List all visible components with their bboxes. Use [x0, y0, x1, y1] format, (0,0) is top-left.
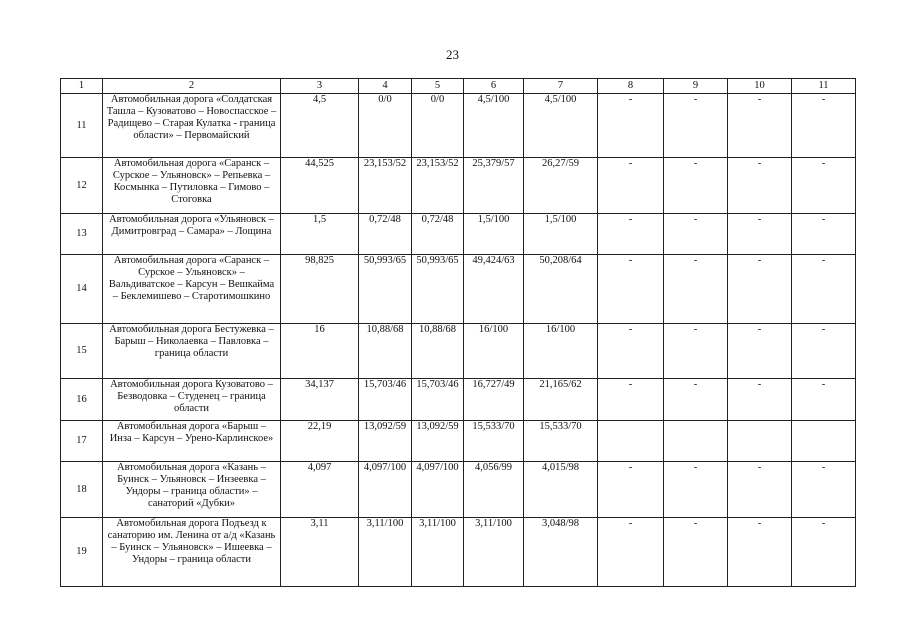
cell-col-8: -: [598, 214, 664, 255]
cell-col-11: -: [792, 462, 856, 518]
cell-col-5: 50,993/65: [412, 255, 464, 324]
cell-col-9: -: [664, 255, 728, 324]
table-row: [61, 421, 856, 462]
cell-col-7: 4,015/98: [524, 462, 598, 518]
cell-col-8: -: [598, 158, 664, 214]
header-cell: 3: [281, 79, 359, 94]
cell-col-10: -: [728, 214, 792, 255]
cell-col-6: 4,5/100: [464, 94, 524, 158]
cell-col-11: -: [792, 518, 856, 587]
cell-col-6: 25,379/57: [464, 158, 524, 214]
cell-col-3: 34,137: [281, 379, 359, 421]
road-name: Автомобильная дорога «Барыш – Инза – Карсун – Урено-Карлинское»: [103, 421, 281, 462]
cell-col-8: -: [598, 324, 664, 379]
cell-col-9: -: [664, 518, 728, 587]
cell-col-5: 23,153/52: [412, 158, 464, 214]
cell-col-4: 3,11/100: [359, 518, 412, 587]
cell-col-5: 10,88/68: [412, 324, 464, 379]
cell-col-3: 4,5: [281, 94, 359, 158]
cell-col-9: [664, 421, 728, 462]
road-name: Автомобильная дорога Кузоватово – Безводовка – Студенец – граница области: [103, 379, 281, 421]
road-name: Автомобильная дорога «Казань – Буинск – Ульяновск – Инзеевка – Ундоры – граница области» – санаторий «Дубки»: [103, 462, 281, 518]
cell-col-7: 3,048/98: [524, 518, 598, 587]
roads-table: [60, 78, 856, 587]
cell-col-3: 1,5: [281, 214, 359, 255]
cell-col-4: 0/0: [359, 94, 412, 158]
table-row: [61, 214, 856, 255]
cell-col-4: 0,72/48: [359, 214, 412, 255]
table-row: [61, 379, 856, 421]
header-cell: 10: [728, 79, 792, 94]
cell-col-8: -: [598, 518, 664, 587]
header-cell: 5: [412, 79, 464, 94]
cell-col-9: -: [664, 379, 728, 421]
header-cell: 4: [359, 79, 412, 94]
cell-col-7: 15,533/70: [524, 421, 598, 462]
row-number: 17: [61, 421, 103, 462]
table-row: [61, 518, 856, 587]
cell-col-9: -: [664, 158, 728, 214]
cell-col-4: 50,993/65: [359, 255, 412, 324]
table-row: [61, 94, 856, 158]
cell-col-5: 3,11/100: [412, 518, 464, 587]
table-row: [61, 462, 856, 518]
road-name: Автомобильная дорога «Ульяновск – Димитровград – Самара» – Лощина: [103, 214, 281, 255]
cell-col-11: -: [792, 214, 856, 255]
cell-col-8: -: [598, 379, 664, 421]
cell-col-3: 22,19: [281, 421, 359, 462]
header-cell: 1: [61, 79, 103, 94]
cell-col-3: 3,11: [281, 518, 359, 587]
cell-col-6: 4,056/99: [464, 462, 524, 518]
table-body: [61, 79, 856, 587]
cell-col-7: 50,208/64: [524, 255, 598, 324]
row-number: 13: [61, 214, 103, 255]
road-name: Автомобильная дорога Подъезд к санаторию им. Ленина от а/д «Казань – Буинск – Ульяновск» – Ишеевка – Ундоры – граница области: [103, 518, 281, 587]
table-row: [61, 158, 856, 214]
header-cell: 6: [464, 79, 524, 94]
cell-col-8: -: [598, 94, 664, 158]
road-name: Автомобильная дорога «Саранск – Сурское – Ульяновск» – Репьевка – Космынка – Путиловка – Гимово – Стоговка: [103, 158, 281, 214]
row-number: 18: [61, 462, 103, 518]
cell-col-10: -: [728, 158, 792, 214]
cell-col-5: 4,097/100: [412, 462, 464, 518]
cell-col-3: 4,097: [281, 462, 359, 518]
header-cell: 9: [664, 79, 728, 94]
road-name: Автомобильная дорога «Солдатская Ташла – Кузоватово – Новоспасское – Радищево – Старая Кулатка - граница области» – Первомайский: [103, 94, 281, 158]
header-cell: 7: [524, 79, 598, 94]
cell-col-4: 4,097/100: [359, 462, 412, 518]
row-number: 15: [61, 324, 103, 379]
page-number: 23: [446, 47, 459, 62]
cell-col-7: 16/100: [524, 324, 598, 379]
cell-col-6: 16/100: [464, 324, 524, 379]
header-cell: 11: [792, 79, 856, 94]
cell-col-10: -: [728, 379, 792, 421]
cell-col-6: 49,424/63: [464, 255, 524, 324]
road-name: Автомобильная дорога Бестужевка – Барыш – Николаевка – Павловка – граница области: [103, 324, 281, 379]
header-row: [61, 79, 856, 94]
row-number: 14: [61, 255, 103, 324]
cell-col-5: 15,703/46: [412, 379, 464, 421]
cell-col-8: -: [598, 462, 664, 518]
header-cell: 2: [103, 79, 281, 94]
cell-col-9: -: [664, 462, 728, 518]
row-number: 19: [61, 518, 103, 587]
table-row: [61, 255, 856, 324]
cell-col-3: 44,525: [281, 158, 359, 214]
cell-col-7: 4,5/100: [524, 94, 598, 158]
cell-col-11: -: [792, 379, 856, 421]
cell-col-5: 0,72/48: [412, 214, 464, 255]
cell-col-11: [792, 421, 856, 462]
cell-col-3: 16: [281, 324, 359, 379]
cell-col-10: -: [728, 94, 792, 158]
cell-col-7: 26,27/59: [524, 158, 598, 214]
cell-col-5: 13,092/59: [412, 421, 464, 462]
cell-col-9: -: [664, 324, 728, 379]
cell-col-11: -: [792, 158, 856, 214]
cell-col-11: -: [792, 94, 856, 158]
cell-col-5: 0/0: [412, 94, 464, 158]
cell-col-7: 21,165/62: [524, 379, 598, 421]
cell-col-6: 1,5/100: [464, 214, 524, 255]
cell-col-4: 13,092/59: [359, 421, 412, 462]
cell-col-8: [598, 421, 664, 462]
cell-col-3: 98,825: [281, 255, 359, 324]
cell-col-10: -: [728, 255, 792, 324]
cell-col-6: 3,11/100: [464, 518, 524, 587]
row-number: 12: [61, 158, 103, 214]
cell-col-8: -: [598, 255, 664, 324]
cell-col-4: 15,703/46: [359, 379, 412, 421]
cell-col-11: -: [792, 255, 856, 324]
cell-col-11: -: [792, 324, 856, 379]
cell-col-6: 15,533/70: [464, 421, 524, 462]
cell-col-6: 16,727/49: [464, 379, 524, 421]
row-number: 16: [61, 379, 103, 421]
table-row: [61, 324, 856, 379]
cell-col-9: -: [664, 94, 728, 158]
row-number: 11: [61, 94, 103, 158]
cell-col-4: 10,88/68: [359, 324, 412, 379]
cell-col-10: -: [728, 462, 792, 518]
cell-col-10: -: [728, 324, 792, 379]
cell-col-4: 23,153/52: [359, 158, 412, 214]
cell-col-10: -: [728, 518, 792, 587]
road-name: Автомобильная дорога «Саранск – Сурское – Ульяновск» – Вальдиватское – Карсун – Вешкайма – Беклемишево – Старотимошкино: [103, 255, 281, 324]
cell-col-10: [728, 421, 792, 462]
cell-col-7: 1,5/100: [524, 214, 598, 255]
header-cell: 8: [598, 79, 664, 94]
cell-col-9: -: [664, 214, 728, 255]
